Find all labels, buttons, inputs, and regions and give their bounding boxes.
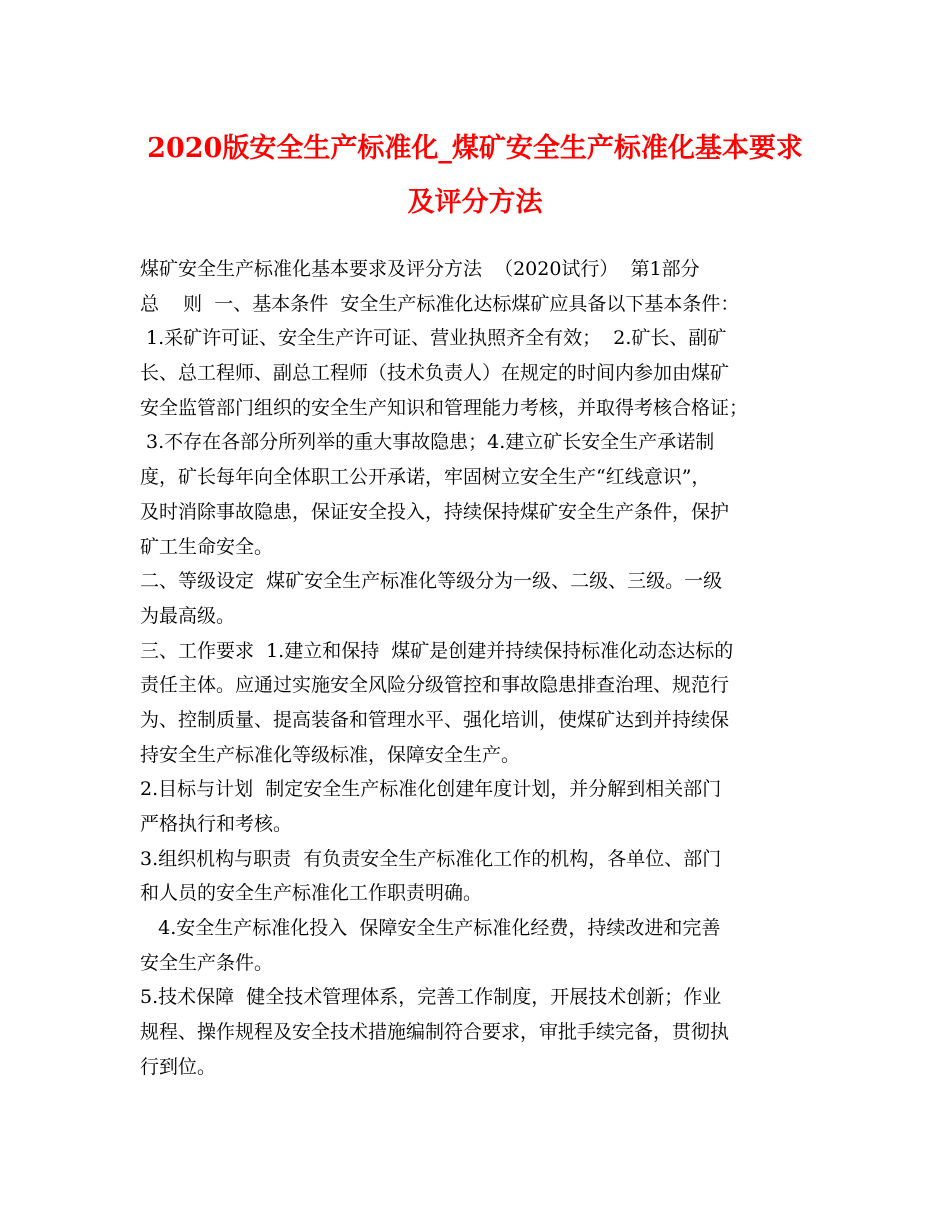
body-line: 5.技术保障 健全技术管理体系，完善工作制度，开展技术创新；作业 [140,986,722,1009]
body-line: 及时消除事故隐患，保证安全投入，持续保持煤矿安全生产条件，保护 [140,500,730,523]
body-line: 二、等级设定 煤矿安全生产标准化等级分为一级、二级、三级。一级 [140,570,723,593]
body-line: 1.采矿许可证、安全生产许可证、营业执照齐全有效； 2.矿长、副矿 [140,327,727,350]
document-body [140,252,830,1085]
document-title [120,122,830,230]
body-line: 规程、操作规程及安全技术措施编制符合要求，审批手续完备，贯彻执 [140,1021,730,1044]
body-line: 3.组织机构与职责 有负责安全生产标准化工作的机构，各单位、部门 [140,847,722,870]
body-line: 3.不存在各部分所列举的重大事故隐患；4.建立矿长安全生产承诺制 [140,431,715,454]
title-line-1: 2020版安全生产标准化_煤矿安全生产标准化基本要求 [147,133,803,164]
body-line: 为最高级。 [140,604,236,627]
body-line: 责任主体。应通过实施安全风险分级管控和事故隐患排查治理、规范行 [140,674,730,697]
title-line-2: 及评分方法 [407,187,543,218]
body-line: 三、工作要求 1.建立和保持 煤矿是创建并持续保持标准化动态达标的 [140,639,734,662]
body-line: 行到位。 [140,1055,217,1078]
body-line: 持安全生产标准化等级标准，保障安全生产。 [140,743,521,766]
body-line: 矿工生命安全。 [140,535,274,558]
body-line: 4.安全生产标准化投入 保障安全生产标准化经费，持续改进和完善 [140,917,721,940]
body-line: 总 则 一、基本条件 安全生产标准化达标煤矿应具备以下基本条件： [140,292,740,315]
body-line: 煤矿安全生产标准化基本要求及评分方法 （2020试行） 第1部分 [140,258,700,280]
body-line: 为、控制质量、提高装备和管理水平、强化培训，使煤矿达到并持续保 [140,708,730,731]
body-line: 安全监管部门组织的安全生产知识和管理能力考核，并取得考核合格证； [140,396,749,419]
body-line: 长、总工程师、副总工程师（技术负责人）在规定的时间内参加由煤矿 [140,362,730,385]
body-line: 严格执行和考核。 [140,813,293,835]
body-line: 安全生产条件。 [140,951,274,974]
body-line: 度，矿长每年向全体职工公开承诺，牢固树立安全生产“红线意识”， [140,466,711,489]
body-line: 和人员的安全生产标准化工作职责明确。 [140,882,483,905]
body-line: 2.目标与计划 制定安全生产标准化创建年度计划，并分解到相关部门 [140,778,722,801]
